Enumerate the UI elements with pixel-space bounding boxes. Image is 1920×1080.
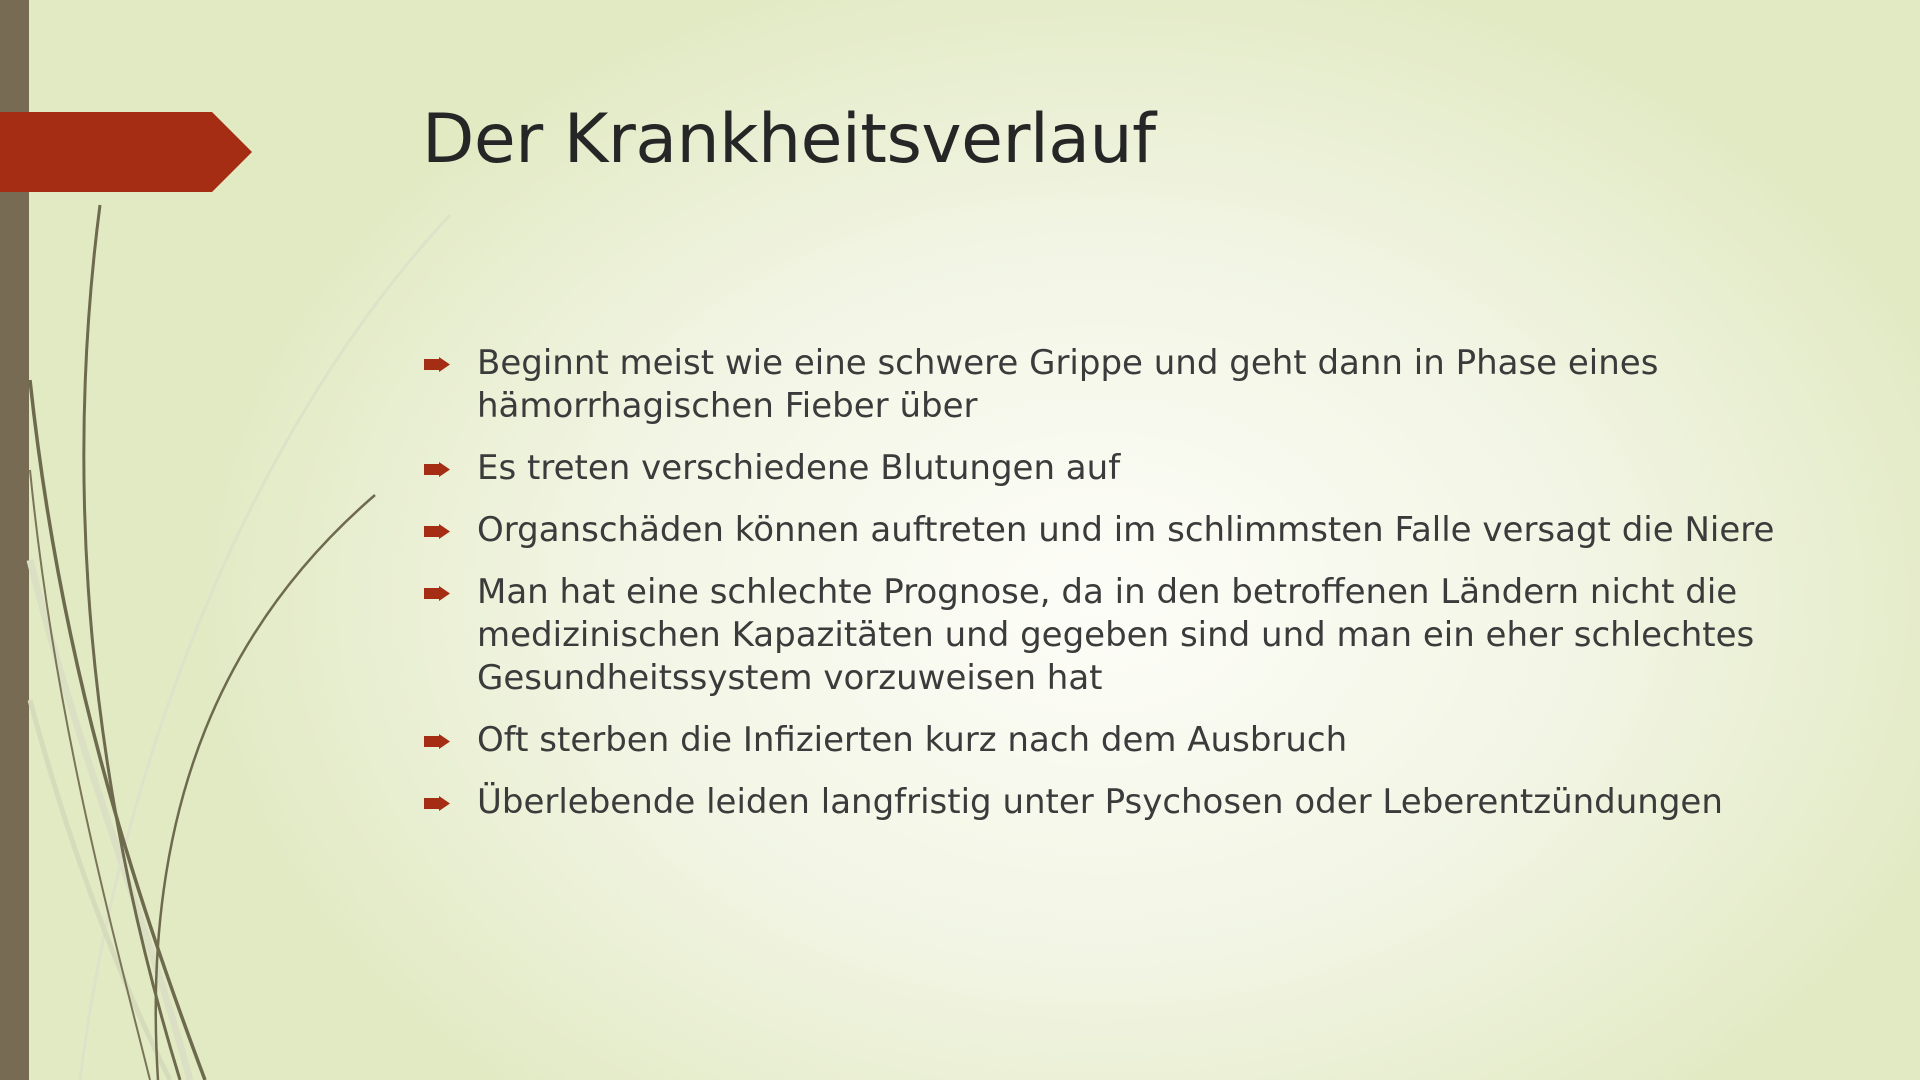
bullet-item-5: [422, 719, 1802, 762]
bullet-list: [422, 342, 1802, 843]
title-arrow-fill: [0, 112, 252, 192]
bullet-item-2: [422, 447, 1802, 490]
bullet-text-2: Es treten verschiedene Blutungen auf: [477, 448, 1121, 488]
bullet-item-6: [422, 781, 1802, 824]
bullet-text-5: Oft sterben die Infizierten kurz nach dem Ausbruch: [477, 720, 1348, 760]
arrow-bullet-icon: [424, 734, 450, 749]
bullet-item-1: [422, 342, 1802, 428]
arrow-bullet-icon: [424, 524, 450, 539]
title-arrow-shape: [0, 112, 252, 192]
bullet-text-3: Organschäden können auftreten und im schlimmsten Falle versagt die Niere: [477, 510, 1775, 550]
slide-title: Der Krankheitsverlauf: [422, 100, 1156, 179]
arrow-bullet-icon: [424, 357, 450, 372]
bullet-text-6: Überlebende leiden langfristig unter Psychosen oder Leberentzündungen: [477, 782, 1723, 822]
arrow-bullet-icon: [424, 462, 450, 477]
bullet-text-4: Man hat eine schlechte Prognose, da in den betroffenen Ländern nicht die medizinischen Kapazitäten und gegeben sind und man ein eher schlechtes Gesundheitssystem vorzuweisen hat: [477, 572, 1755, 698]
bullet-item-3: [422, 509, 1802, 552]
bullet-text-1: Beginnt meist wie eine schwere Grippe und geht dann in Phase eines hämorrhagischen Fieber über: [477, 343, 1659, 426]
bullet-item-4: [422, 571, 1802, 700]
arrow-bullet-icon: [424, 796, 450, 811]
arrow-bullet-icon: [424, 586, 450, 601]
